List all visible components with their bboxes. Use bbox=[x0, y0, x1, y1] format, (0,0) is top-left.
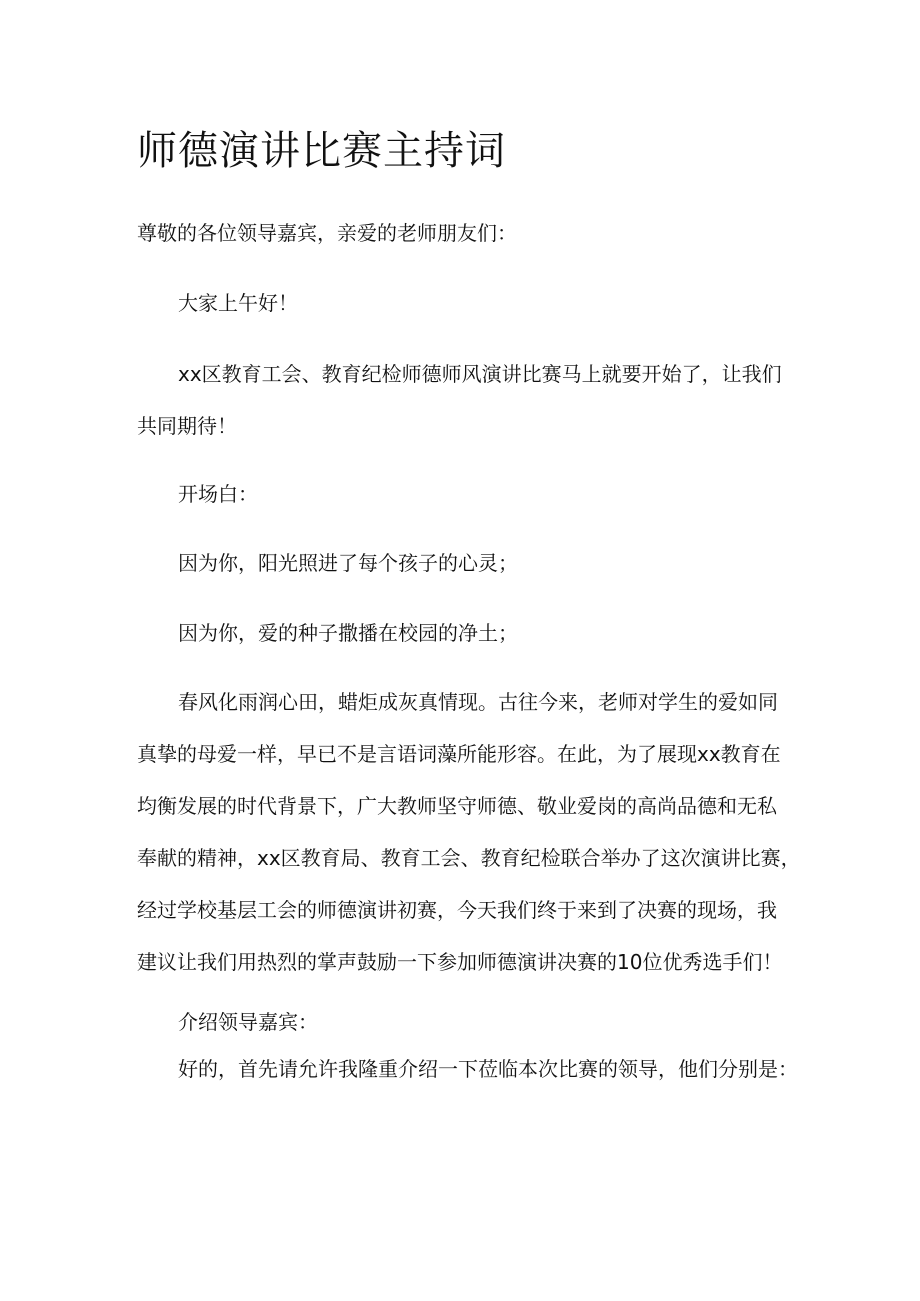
opening-paragraph bbox=[137, 688, 801, 976]
paragraph-line: 真挚的母爱一样，早已不是言语词藻所能形容。在此，为了展现xx教育在 bbox=[137, 742, 781, 766]
hello-line: 大家上午好！ bbox=[178, 291, 298, 315]
announcement-line: xx区教育工会、教育纪检师德师风演讲比赛马上就要开始了，让我们 bbox=[178, 362, 782, 386]
paragraph-line: 建议让我们用热烈的掌声鼓励一下参加师德演讲决赛的10位优秀选手们！ bbox=[137, 950, 783, 974]
leaders-intro: 好的，首先请允许我隆重介绍一下莅临本次比赛的领导，他们分别是： bbox=[178, 1057, 798, 1081]
opening-heading: 开场白： bbox=[178, 482, 258, 506]
announcement-line: 共同期待！ bbox=[137, 414, 237, 438]
paragraph-line: 春风化雨润心田，蜡炬成灰真情现。古往今来，老师对学生的爱如同 bbox=[178, 690, 778, 714]
paragraph-line: 均衡发展的时代背景下，广大教师坚守师德、敬业爱岗的高尚品德和无私 bbox=[137, 794, 777, 818]
document-title: 师德演讲比赛主持词 bbox=[137, 128, 506, 174]
paragraph-line: 奉献的精神，xx区教育局、教育工会、教育纪检联合举办了这次演讲比赛， bbox=[137, 846, 801, 870]
opening-line-2: 因为你，爱的种子撒播在校园的净土； bbox=[178, 621, 518, 645]
opening-line-1: 因为你，阳光照进了每个孩子的心灵； bbox=[178, 551, 518, 575]
greeting-line: 尊敬的各位领导嘉宾，亲爱的老师朋友们： bbox=[137, 221, 517, 245]
leaders-heading: 介绍领导嘉宾： bbox=[178, 1010, 318, 1034]
paragraph-line: 经过学校基层工会的师德演讲初赛，今天我们终于来到了决赛的现场，我 bbox=[137, 898, 777, 922]
announcement-paragraph bbox=[137, 360, 782, 440]
